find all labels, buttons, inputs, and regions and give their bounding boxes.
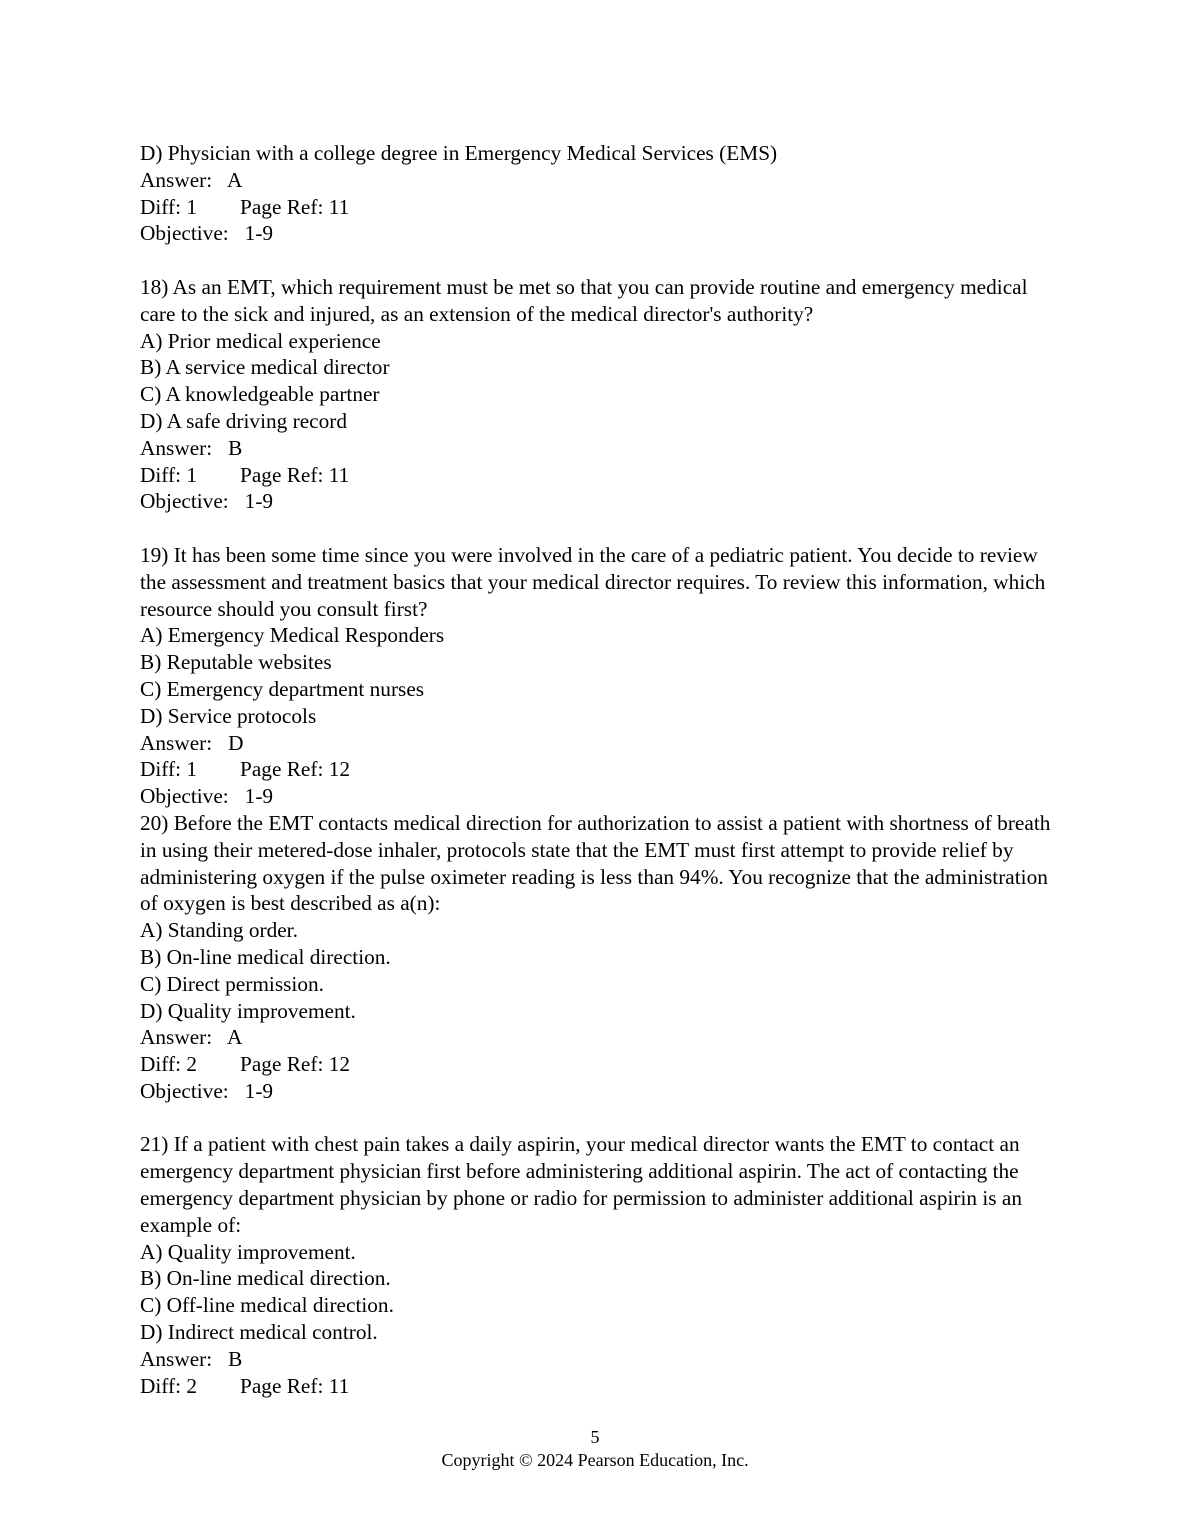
option-a: A) Quality improvement. (140, 1239, 356, 1264)
option-d: D) Service protocols (140, 703, 317, 728)
answer: Answer: A (140, 1025, 243, 1050)
diff-row (140, 462, 1060, 489)
question-19 (140, 542, 1060, 810)
page-ref: Page Ref: 11 (240, 194, 350, 219)
question-stem: 20) Before the EMT contacts medical direction for authorization to assist a patient with shortness of breath in using their metered-dose inhaler, protocols state that the EMT must first attempt to provide relief by administering oxygen if the pulse oximeter reading is less than 94%. You recognize that the administration of oxygen is best described as a(n): (140, 810, 1051, 916)
spacer (140, 515, 1060, 542)
objective: Objective: 1-9 (140, 784, 274, 809)
option-d: D) Indirect medical control. (140, 1320, 378, 1345)
page-number: 5 (590, 1427, 600, 1447)
answer: Answer: D (140, 730, 244, 755)
option-c: C) Direct permission. (140, 971, 324, 996)
page-content (140, 140, 1060, 1399)
option-b: B) Reputable websites (140, 650, 332, 675)
question-18 (140, 274, 1060, 515)
objective: Objective: 1-9 (140, 489, 274, 514)
difficulty: Diff: 1 (140, 757, 197, 782)
page-ref: Page Ref: 11 (240, 462, 350, 487)
answer: Answer: B (140, 435, 243, 460)
objective: Objective: 1-9 (140, 221, 274, 246)
difficulty: Diff: 1 (140, 194, 197, 219)
option-b: B) On-line medical direction. (140, 1266, 391, 1291)
difficulty: Diff: 1 (140, 462, 197, 487)
page-ref: Page Ref: 11 (240, 1373, 350, 1398)
diff-row (140, 1373, 1060, 1400)
question-stem: 18) As an EMT, which requirement must be met so that you can provide routine and emergency medical care to the sick and injured, as an extension of the medical director's authority? (140, 274, 1028, 326)
copyright-notice: Copyright © 2024 Pearson Education, Inc. (441, 1450, 749, 1470)
option-b: B) On-line medical direction. (140, 944, 391, 969)
option-a: A) Emergency Medical Responders (140, 623, 445, 648)
diff-row (140, 756, 1060, 783)
objective: Objective: 1-9 (140, 1078, 274, 1103)
question-stem: 21) If a patient with chest pain takes a daily aspirin, your medical director wants the EMT to contact an emergency department physician first before administering additional aspirin. The act of contacting the emergency department physician by phone or radio for permission to administer additional aspirin is an example of: (140, 1132, 1023, 1237)
option-b: B) A service medical director (140, 355, 390, 380)
option-a: A) Prior medical experience (140, 328, 381, 353)
option-a: A) Standing order. (140, 918, 298, 943)
difficulty: Diff: 2 (140, 1373, 197, 1398)
question-stem: 19) It has been some time since you were involved in the care of a pediatric patient. You decide to review the assessment and treatment basics that your medical director requires. To review this information, which resource should you consult first? (140, 542, 1046, 621)
answer: Answer: A (140, 167, 243, 192)
option-c: C) Emergency department nurses (140, 676, 425, 701)
option-d: D) Quality improvement. (140, 998, 356, 1023)
page-ref: Page Ref: 12 (240, 1052, 351, 1077)
option-d: D) A safe driving record (140, 408, 347, 433)
option-d: D) Physician with a college degree in Emergency Medical Services (EMS) (140, 141, 778, 165)
page-ref: Page Ref: 12 (240, 757, 351, 782)
question-21 (140, 1131, 1060, 1399)
difficulty: Diff: 2 (140, 1052, 197, 1077)
spacer (140, 247, 1060, 274)
question-17-tail (140, 140, 1060, 247)
diff-row (140, 194, 1060, 221)
diff-row (140, 1051, 1060, 1078)
question-20 (140, 810, 1060, 1105)
spacer (140, 1105, 1060, 1132)
answer: Answer: B (140, 1346, 243, 1371)
option-c: C) Off-line medical direction. (140, 1293, 394, 1318)
option-c: C) A knowledgeable partner (140, 382, 380, 407)
